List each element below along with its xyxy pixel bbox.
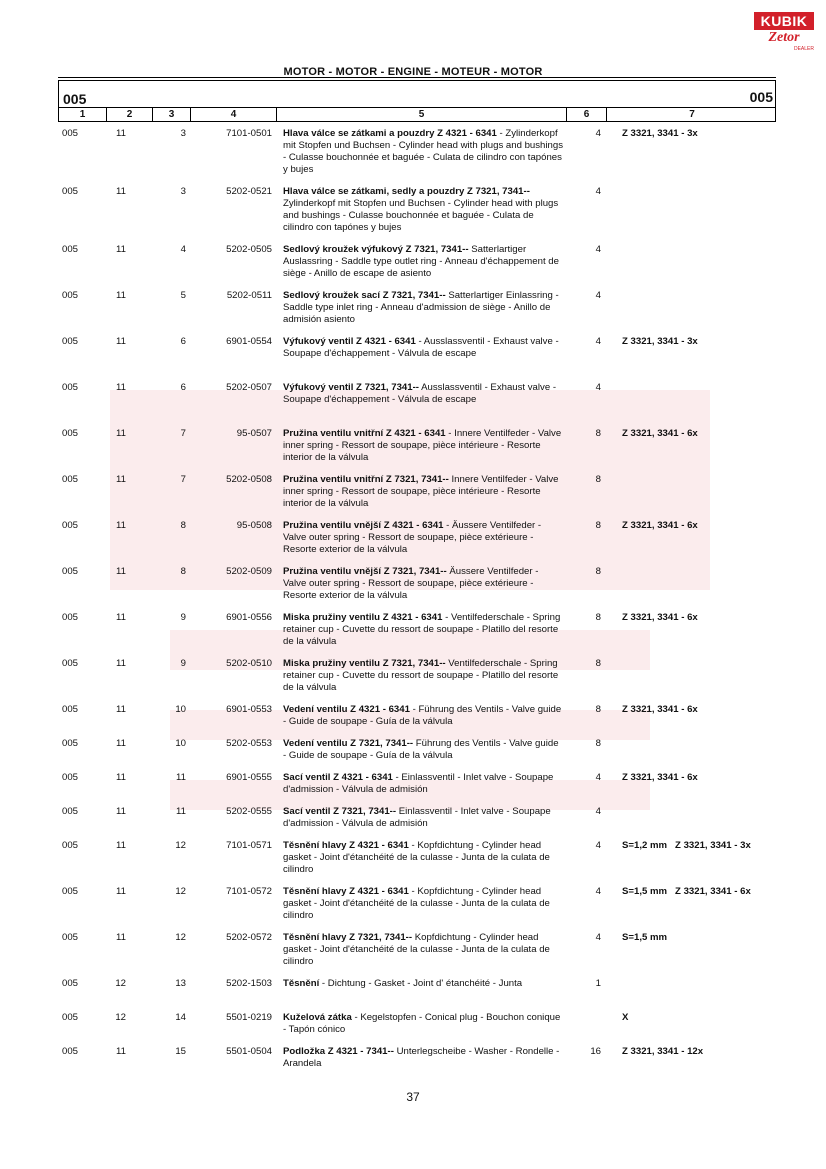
- description-title: Hlava válce se zátkami a pouzdry Z 4321 - 6341: [283, 128, 497, 139]
- table-row: [58, 128, 776, 186]
- table-row: [58, 806, 776, 840]
- cell-description: [283, 428, 563, 464]
- table-row: [58, 186, 776, 244]
- cell-subgroup: 11: [116, 566, 126, 577]
- col-header-7: 7: [689, 109, 695, 120]
- logo-dealer: DEALER: [793, 46, 814, 52]
- page-number: 37: [406, 1090, 420, 1104]
- cell-part-number: 5202-0521: [226, 186, 272, 197]
- table-row: [58, 738, 776, 772]
- cell-quantity: 4: [595, 336, 601, 347]
- cell-subgroup: 11: [116, 886, 126, 897]
- description-title: Pružina ventilu vnější Z 7321, 7341--: [283, 566, 447, 577]
- description-title: Těsnění hlavy Z 4321 - 6341: [283, 886, 409, 897]
- cell-part-number: 6901-0555: [226, 772, 272, 783]
- table-row: [58, 1012, 776, 1046]
- table-row: [58, 520, 776, 566]
- cell-group: 005: [62, 474, 79, 485]
- table-row: [58, 612, 776, 658]
- cell-note: S=1,5 mm: [622, 932, 668, 943]
- description-title: Kuželová zátka: [283, 1012, 352, 1023]
- cell-description: [283, 704, 563, 728]
- cell-part-number: 95-0507: [236, 428, 272, 439]
- cell-quantity: 4: [595, 886, 601, 897]
- cell-description: [283, 932, 563, 968]
- cell-position: 11: [176, 772, 186, 783]
- cell-note: Z 3321, 3341 - 6x: [622, 704, 698, 715]
- cell-group: 005: [62, 932, 79, 943]
- cell-description: [283, 474, 563, 510]
- cell-note: S=1,5 mm Z 3321, 3341 - 6x: [622, 886, 751, 897]
- table-row: [58, 704, 776, 738]
- cell-description: [283, 738, 563, 762]
- kubik-zetor-logo: [754, 12, 814, 72]
- cell-part-number: 7101-0572: [226, 886, 272, 897]
- cell-subgroup: 11: [116, 738, 126, 749]
- cell-position: 12: [175, 886, 186, 897]
- cell-position: 9: [180, 612, 186, 623]
- table-row: [58, 886, 776, 932]
- cell-part-number: 5202-0507: [226, 382, 272, 393]
- description-text: - Ausslassventil - Exhaust valve - Soupape d'échappement - Válvula de escape: [283, 336, 559, 359]
- col-header-4: 4: [191, 108, 277, 121]
- table-row: [58, 772, 776, 806]
- description-title: Pružina ventilu vnitřní Z 4321 - 6341: [283, 428, 446, 439]
- table-row: [58, 566, 776, 612]
- column-header-row: [58, 108, 776, 122]
- section-header: [58, 80, 776, 108]
- cell-subgroup: 11: [116, 932, 126, 943]
- cell-quantity: 8: [595, 474, 601, 485]
- description-title: Výfukový ventil Z 7321, 7341--: [283, 382, 419, 393]
- description-title: Miska pružiny ventilu Z 4321 - 6341: [283, 612, 443, 623]
- table-row: [58, 1046, 776, 1080]
- cell-position: 14: [175, 1012, 186, 1023]
- cell-group: 005: [62, 978, 79, 989]
- description-text: - Einlassventil - Inlet valve - Soupape d'admission - Válvula de admisión: [283, 772, 554, 795]
- cell-subgroup: 11: [116, 336, 126, 347]
- description-text: Kopfdichtung - Cylinder head gasket - Joint d'étanchéité de la culasse - Junta de la culata de cilindro: [283, 932, 550, 967]
- cell-group: 005: [62, 186, 79, 197]
- cell-part-number: 5202-0505: [226, 244, 272, 255]
- table-row: [58, 382, 776, 428]
- cell-position: 12: [175, 932, 186, 943]
- page-title: MOTOR - MOTOR - ENGINE - MOTEUR - MOTOR: [283, 66, 543, 78]
- cell-subgroup: 11: [116, 658, 126, 669]
- description-text: Unterlegscheibe - Washer - Rondelle - Arandela: [283, 1046, 560, 1069]
- table-row: [58, 244, 776, 290]
- cell-group: 005: [62, 428, 79, 439]
- cell-subgroup: 11: [116, 704, 126, 715]
- col-header-2: 2: [107, 108, 153, 121]
- table-row: [58, 290, 776, 336]
- cell-group: 005: [62, 738, 79, 749]
- cell-description: [283, 806, 563, 830]
- col-header-1: 1: [59, 108, 107, 121]
- cell-note: Z 3321, 3341 - 12x: [622, 1046, 704, 1057]
- cell-subgroup: 11: [116, 128, 126, 139]
- cell-position: 13: [175, 978, 186, 989]
- cell-part-number: 5202-0572: [226, 932, 272, 943]
- cell-position: 6: [180, 382, 186, 393]
- description-text: - Zylinderkopf mit Stopfen und Buchsen - Cylinder head with plugs and bushings - Culasse bouchonnée et baguée - Culata de cilindro con tapónes y bujes: [283, 128, 563, 175]
- cell-quantity: 4: [595, 772, 601, 783]
- cell-subgroup: 11: [116, 382, 126, 393]
- cell-quantity: 8: [595, 428, 601, 439]
- table-row: [58, 978, 776, 1012]
- cell-quantity: 4: [595, 932, 601, 943]
- description-title: Hlava válce se zátkami, sedly a pouzdry Z 7321, 7341--: [283, 186, 530, 197]
- cell-quantity: 4: [595, 244, 601, 255]
- table-row: [58, 474, 776, 520]
- description-text: - Dichtung - Gasket - Joint d' étanchéité - Junta: [319, 978, 523, 989]
- cell-part-number: 5202-0553: [226, 738, 272, 749]
- cell-quantity: 4: [595, 186, 601, 197]
- cell-subgroup: 11: [116, 1046, 126, 1057]
- cell-group: 005: [62, 382, 79, 393]
- cell-description: [283, 382, 563, 406]
- cell-part-number: 5501-0504: [226, 1046, 272, 1057]
- cell-quantity: 4: [595, 290, 601, 301]
- cell-quantity: 8: [595, 520, 601, 531]
- cell-position: 6: [180, 336, 186, 347]
- cell-position: 7: [180, 428, 186, 439]
- cell-subgroup: 11: [116, 612, 126, 623]
- description-title: Vedení ventilu Z 7321, 7341--: [283, 738, 414, 749]
- description-title: Miska pružiny ventilu Z 7321, 7341--: [283, 658, 446, 669]
- table-row: [58, 336, 776, 382]
- cell-note: S=1,2 mm Z 3321, 3341 - 3x: [622, 840, 751, 851]
- cell-group: 005: [62, 658, 79, 669]
- col-header-6: 6: [567, 108, 607, 121]
- cell-part-number: 5501-0219: [226, 1012, 272, 1023]
- cell-quantity: 1: [595, 978, 601, 989]
- cell-part-number: 5202-1503: [226, 978, 272, 989]
- cell-subgroup: 11: [116, 806, 126, 817]
- cell-position: 3: [180, 186, 186, 197]
- cell-group: 005: [62, 290, 79, 301]
- cell-description: [283, 566, 563, 602]
- cell-position: 7: [180, 474, 186, 485]
- description-title: Těsnění: [283, 978, 320, 989]
- cell-position: 8: [180, 520, 186, 531]
- description-text: - Äussere Ventilfeder - Valve outer spring - Ressort de soupape, pièce extérieure - Resorte exterior de la válvula: [283, 520, 542, 555]
- cell-description: [283, 886, 563, 922]
- cell-group: 005: [62, 1012, 79, 1023]
- cell-note: Z 3321, 3341 - 3x: [622, 336, 698, 347]
- cell-description: [283, 290, 563, 326]
- cell-position: 12: [175, 840, 186, 851]
- cell-description: [283, 840, 563, 876]
- description-title: Sací ventil Z 7321, 7341--: [283, 806, 397, 817]
- cell-group: 005: [62, 244, 79, 255]
- cell-part-number: 5202-0511: [226, 290, 272, 301]
- cell-part-number: 7101-0501: [226, 128, 272, 139]
- description-text: Führung des Ventils - Valve guide - Guide de soupape - Guía de la válvula: [283, 738, 559, 761]
- cell-quantity: 4: [595, 382, 601, 393]
- parts-table-body: [58, 128, 776, 1080]
- description-title: Podložka Z 4321 - 7341--: [283, 1046, 394, 1057]
- cell-description: [283, 520, 563, 556]
- description-text: Innere Ventilfeder - Valve inner spring - Ressort de soupape, pièce intérieure - Resorte interior de la válvula: [283, 474, 559, 509]
- description-text: - Ventilfederschale - Spring retainer cup - Cuvette du ressort de soupape - Platillo del resorte de la válvula: [283, 612, 561, 647]
- cell-quantity: 4: [595, 806, 601, 817]
- cell-note: Z 3321, 3341 - 3x: [622, 128, 698, 139]
- cell-subgroup: 11: [116, 290, 126, 301]
- description-title: Vedení ventilu Z 4321 - 6341: [283, 704, 410, 715]
- cell-part-number: 7101-0571: [226, 840, 272, 851]
- logo-sub: Zetor: [768, 30, 800, 45]
- cell-part-number: 5202-0509: [226, 566, 272, 577]
- description-title: Pružina ventilu vnitřní Z 7321, 7341--: [283, 474, 449, 485]
- cell-description: [283, 772, 563, 796]
- cell-quantity: 8: [595, 738, 601, 749]
- cell-description: [283, 1046, 563, 1070]
- cell-part-number: 5202-0510: [226, 658, 272, 669]
- description-title: Výfukový ventil Z 4321 - 6341: [283, 336, 416, 347]
- cell-quantity: 4: [595, 128, 601, 139]
- cell-subgroup: 12: [115, 1012, 126, 1023]
- cell-position: 4: [180, 244, 186, 255]
- cell-group: 005: [62, 520, 79, 531]
- cell-position: 3: [180, 128, 186, 139]
- cell-position: 11: [176, 806, 186, 817]
- description-text: - Innere Ventilfeder - Valve inner spring - Ressort de soupape, pièce intérieure - Resorte interior de la válvula: [283, 428, 562, 463]
- cell-group: 005: [62, 886, 79, 897]
- cell-description: [283, 128, 563, 176]
- cell-description: [283, 978, 563, 990]
- description-text: Ausslassventil - Exhaust valve - Soupape d'échappement - Válvula de escape: [283, 382, 557, 405]
- col-header-5: 5: [277, 108, 567, 121]
- cell-group: 005: [62, 840, 79, 851]
- table-row: [58, 428, 776, 474]
- cell-position: 15: [175, 1046, 186, 1057]
- description-title: Sací ventil Z 4321 - 6341: [283, 772, 393, 783]
- cell-note: Z 3321, 3341 - 6x: [622, 520, 698, 531]
- cell-description: [283, 336, 563, 360]
- description-text: Einlassventil - Inlet valve - Soupape d'admission - Válvula de admisión: [283, 806, 551, 829]
- cell-part-number: 95-0508: [236, 520, 272, 531]
- cell-group: 005: [62, 806, 79, 817]
- table-row: [58, 658, 776, 704]
- section-code-left: 005: [63, 91, 87, 107]
- description-text: Äussere Ventilfeder - Valve outer spring - Ressort de soupape, pièce extérieure - Resorte exterior de la válvula: [283, 566, 539, 601]
- cell-group: 005: [62, 566, 79, 577]
- title-divider: [58, 77, 776, 78]
- cell-position: 10: [175, 704, 186, 715]
- description-title: Sedlový kroužek výfukový Z 7321, 7341--: [283, 244, 469, 255]
- cell-subgroup: 11: [116, 186, 126, 197]
- table-row: [58, 840, 776, 886]
- cell-subgroup: 11: [116, 840, 126, 851]
- cell-group: 005: [62, 1046, 79, 1057]
- cell-description: [283, 612, 563, 648]
- cell-part-number: 6901-0553: [226, 704, 272, 715]
- cell-subgroup: 11: [116, 428, 126, 439]
- cell-quantity: 8: [595, 658, 601, 669]
- description-text: - Kopfdichtung - Cylinder head gasket - Joint d'étanchéité de la culasse - Junta de la culata de cilindro: [283, 886, 550, 921]
- cell-part-number: 6901-0556: [226, 612, 272, 623]
- cell-quantity: 4: [595, 840, 601, 851]
- cell-group: 005: [62, 336, 79, 347]
- table-row: [58, 932, 776, 978]
- description-text: Satterlartiger Auslassring - Saddle type outlet ring - Anneau d'échappement de siège - Anillo de escape de asiento: [283, 244, 559, 279]
- cell-subgroup: 11: [116, 244, 126, 255]
- description-text: Zylinderkopf mit Stopfen und Buchsen - Cylinder head with plugs and bushings - Culasse bouchonnée et baguée - Culata de cilindro con tapónes y bujes: [283, 198, 559, 233]
- cell-part-number: 5202-0555: [226, 806, 272, 817]
- cell-position: 9: [180, 658, 186, 669]
- description-text: - Kegelstopfen - Conical plug - Bouchon conique - Tapón cónico: [283, 1012, 561, 1035]
- description-text: - Führung des Ventils - Valve guide - Guide de soupape - Guía de la válvula: [283, 704, 562, 727]
- cell-part-number: 5202-0508: [226, 474, 272, 485]
- cell-note: Z 3321, 3341 - 6x: [622, 612, 698, 623]
- cell-note: Z 3321, 3341 - 6x: [622, 428, 698, 439]
- description-title: Pružina ventilu vnější Z 4321 - 6341: [283, 520, 444, 531]
- description-text: - Kopfdichtung - Cylinder head gasket - Joint d'étanchéité de la culasse - Junta de la culata de cilindro: [283, 840, 550, 875]
- cell-position: 8: [180, 566, 186, 577]
- cell-description: [283, 186, 563, 234]
- cell-group: 005: [62, 704, 79, 715]
- cell-description: [283, 1012, 563, 1036]
- logo-brand: KUBIK: [754, 12, 814, 30]
- cell-group: 005: [62, 772, 79, 783]
- description-title: Sedlový kroužek sací Z 7321, 7341--: [283, 290, 446, 301]
- section-code-right: 005: [749, 89, 773, 105]
- cell-quantity: 16: [590, 1046, 601, 1057]
- description-text: Ventilfederschale - Spring retainer cup - Cuvette du ressort de soupape - Platillo del resorte de la válvula: [283, 658, 559, 693]
- cell-subgroup: 12: [115, 978, 126, 989]
- cell-quantity: 8: [595, 566, 601, 577]
- description-title: Těsnění hlavy Z 4321 - 6341: [283, 840, 409, 851]
- cell-part-number: 6901-0554: [226, 336, 272, 347]
- cell-note: Z 3321, 3341 - 6x: [622, 772, 698, 783]
- cell-subgroup: 11: [116, 772, 126, 783]
- cell-subgroup: 11: [116, 520, 126, 531]
- description-text: Satterlartiger Einlassring - Saddle type inlet ring - Anneau d'admission de siège - Anillo de admisión asiento: [283, 290, 559, 325]
- cell-position: 5: [180, 290, 186, 301]
- col-header-3: 3: [153, 108, 191, 121]
- cell-quantity: 8: [595, 704, 601, 715]
- description-title: Těsnění hlavy Z 7321, 7341--: [283, 932, 413, 943]
- cell-position: 10: [175, 738, 186, 749]
- cell-group: 005: [62, 612, 79, 623]
- cell-description: [283, 244, 563, 280]
- cell-subgroup: 11: [116, 474, 126, 485]
- cell-group: 005: [62, 128, 79, 139]
- cell-description: [283, 658, 563, 694]
- cell-quantity: 8: [595, 612, 601, 623]
- cell-note: X: [622, 1012, 629, 1023]
